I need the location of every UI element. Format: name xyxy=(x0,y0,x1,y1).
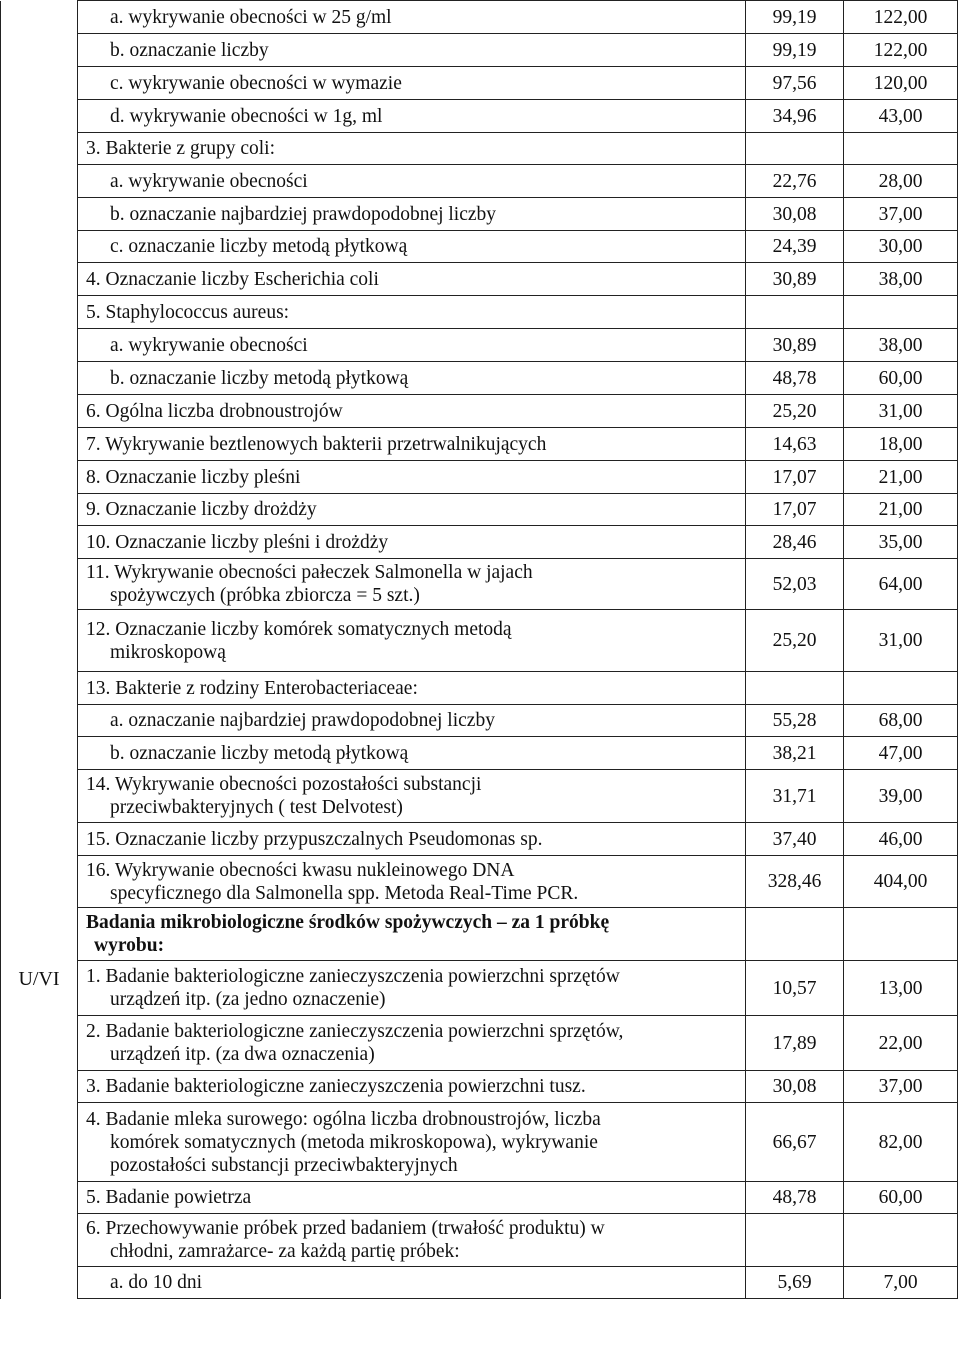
price-gross: 43,00 xyxy=(844,100,958,133)
price-gross: 7,00 xyxy=(844,1267,958,1299)
price-gross: 38,00 xyxy=(844,329,958,362)
price-net: 37,40 xyxy=(746,823,844,856)
price-net xyxy=(746,908,844,961)
price-gross: 35,00 xyxy=(844,526,958,559)
service-description: a. wykrywanie obecności w 25 g/ml xyxy=(78,1,746,34)
table-row xyxy=(1,395,958,428)
table-row xyxy=(1,705,958,737)
price-gross: 64,00 xyxy=(844,559,958,610)
price-net: 48,78 xyxy=(746,362,844,395)
table-row xyxy=(1,428,958,461)
description-line: 12. Oznaczanie liczby komórek somatycznych metodą xyxy=(86,618,512,640)
price-gross xyxy=(844,908,958,961)
table-row xyxy=(1,296,958,329)
table-row xyxy=(1,263,958,296)
price-gross: 22,00 xyxy=(844,1016,958,1071)
table-row xyxy=(1,1071,958,1103)
service-description: 7. Wykrywanie beztlenowych bakterii przetrwalnikujących xyxy=(78,428,746,461)
price-net xyxy=(746,133,844,165)
service-description: 13. Bakterie z rodziny Enterobacteriaceae: xyxy=(78,672,746,705)
description-line: pozostałości substancji przeciwbakteryjnych xyxy=(110,1154,458,1176)
table-row xyxy=(1,100,958,133)
table-row xyxy=(1,329,958,362)
service-description: 5. Staphylococcus aureus: xyxy=(78,296,746,329)
price-gross: 60,00 xyxy=(844,1182,958,1214)
price-net: 31,71 xyxy=(746,770,844,823)
price-net xyxy=(746,296,844,329)
table-row xyxy=(1,461,958,494)
service-description: 10. Oznaczanie liczby pleśni i drożdży xyxy=(78,526,746,559)
price-net: 17,07 xyxy=(746,494,844,526)
price-net: 38,21 xyxy=(746,737,844,770)
price-gross: 21,00 xyxy=(844,494,958,526)
price-net: 25,20 xyxy=(746,610,844,672)
description-line: specyficznego dla Salmonella spp. Metoda Real-Time PCR. xyxy=(110,882,579,904)
price-net: 328,46 xyxy=(746,856,844,908)
description-line: wyrobu: xyxy=(94,935,165,956)
price-gross: 39,00 xyxy=(844,770,958,823)
description-line: 11. Wykrywanie obecności pałeczek Salmonella w jajach xyxy=(86,562,533,583)
price-gross: 82,00 xyxy=(844,1103,958,1182)
service-description xyxy=(78,1103,746,1182)
table-row xyxy=(1,961,958,1016)
price-net: 30,89 xyxy=(746,263,844,296)
service-description: 6. Ogólna liczba drobnoustrojów xyxy=(78,395,746,428)
service-description: c. oznaczanie liczby metodą płytkową xyxy=(78,231,746,263)
price-net: 99,19 xyxy=(746,34,844,67)
price-net: 24,39 xyxy=(746,231,844,263)
table-row xyxy=(1,67,958,100)
service-description: 3. Badanie bakteriologiczne zanieczyszczenia powierzchni tusz. xyxy=(78,1071,746,1103)
service-description: a. wykrywanie obecności xyxy=(78,165,746,198)
price-net: 28,46 xyxy=(746,526,844,559)
table-row xyxy=(1,231,958,263)
description-line: urządzeń itp. (za jedno oznaczenie) xyxy=(110,989,386,1010)
table-row xyxy=(1,737,958,770)
price-gross: 28,00 xyxy=(844,165,958,198)
service-description: a. do 10 dni xyxy=(78,1267,746,1299)
price-gross: 122,00 xyxy=(844,1,958,34)
price-gross: 37,00 xyxy=(844,198,958,231)
description-line: Badania mikrobiologiczne środków spożywczych – za 1 próbkę xyxy=(86,912,610,933)
table-row xyxy=(1,198,958,231)
price-gross xyxy=(844,133,958,165)
price-gross: 21,00 xyxy=(844,461,958,494)
table-row xyxy=(1,1267,958,1299)
price-gross: 13,00 xyxy=(844,961,958,1016)
price-gross: 46,00 xyxy=(844,823,958,856)
service-description: b. oznaczanie liczby metodą płytkową xyxy=(78,737,746,770)
service-description xyxy=(78,961,746,1016)
price-net: 25,20 xyxy=(746,395,844,428)
service-description: c. wykrywanie obecności w wymazie xyxy=(78,67,746,100)
table-row xyxy=(1,672,958,705)
description-line: 14. Wykrywanie obecności pozostałości substancji xyxy=(86,774,482,795)
price-net: 5,69 xyxy=(746,1267,844,1299)
price-net: 34,96 xyxy=(746,100,844,133)
description-line: 2. Badanie bakteriologiczne zanieczyszczenia powierzchni sprzętów, xyxy=(86,1021,624,1042)
price-net: 17,07 xyxy=(746,461,844,494)
service-description xyxy=(78,856,746,908)
price-net: 97,56 xyxy=(746,67,844,100)
table-row xyxy=(1,526,958,559)
price-gross: 68,00 xyxy=(844,705,958,737)
table-row xyxy=(1,494,958,526)
price-gross: 47,00 xyxy=(844,737,958,770)
price-gross: 31,00 xyxy=(844,610,958,672)
price-net: 17,89 xyxy=(746,1016,844,1071)
price-net: 14,63 xyxy=(746,428,844,461)
description-line: spożywczych (próbka zbiorcza = 5 szt.) xyxy=(110,585,420,606)
price-gross: 120,00 xyxy=(844,67,958,100)
price-gross: 38,00 xyxy=(844,263,958,296)
price-net: 66,67 xyxy=(746,1103,844,1182)
service-description: b. oznaczanie liczby metodą płytkową xyxy=(78,362,746,395)
description-line: chłodni, zamrażarce- za każdą partię próbek: xyxy=(110,1241,460,1262)
table-row xyxy=(1,1182,958,1214)
service-description: 9. Oznaczanie liczby drożdży xyxy=(78,494,746,526)
price-table-body xyxy=(1,1,958,1299)
section-code-cell xyxy=(1,1,78,1299)
price-net: 55,28 xyxy=(746,705,844,737)
service-description: 4. Oznaczanie liczby Escherichia coli xyxy=(78,263,746,296)
service-description: 15. Oznaczanie liczby przypuszczalnych Pseudomonas sp. xyxy=(78,823,746,856)
table-row xyxy=(1,1103,958,1182)
table-row xyxy=(1,133,958,165)
service-description: a. oznaczanie najbardziej prawdopodobnej liczby xyxy=(78,705,746,737)
description-line: mikroskopową xyxy=(110,641,226,663)
table-row xyxy=(1,823,958,856)
table-row xyxy=(1,165,958,198)
service-description xyxy=(78,1016,746,1071)
service-description: b. oznaczanie liczby xyxy=(78,34,746,67)
table-row xyxy=(1,559,958,610)
price-gross xyxy=(844,672,958,705)
service-description xyxy=(78,559,746,610)
price-gross xyxy=(844,1214,958,1267)
table-row xyxy=(1,1214,958,1267)
price-gross: 31,00 xyxy=(844,395,958,428)
price-net: 30,08 xyxy=(746,198,844,231)
description-line: 6. Przechowywanie próbek przed badaniem (trwałość produktu) w xyxy=(86,1218,605,1239)
price-gross: 122,00 xyxy=(844,34,958,67)
price-net: 30,08 xyxy=(746,1071,844,1103)
price-gross: 18,00 xyxy=(844,428,958,461)
price-net: 48,78 xyxy=(746,1182,844,1214)
price-net: 52,03 xyxy=(746,559,844,610)
price-net: 30,89 xyxy=(746,329,844,362)
price-net xyxy=(746,1214,844,1267)
description-line: 1. Badanie bakteriologiczne zanieczyszczenia powierzchni sprzętów xyxy=(86,966,620,987)
service-description xyxy=(78,908,746,961)
price-gross xyxy=(844,296,958,329)
price-net: 22,76 xyxy=(746,165,844,198)
table-row xyxy=(1,1,958,34)
table-row xyxy=(1,610,958,672)
section-code: U/VI xyxy=(18,968,60,990)
price-net xyxy=(746,672,844,705)
description-line: przeciwbakteryjnych ( test Delvotest) xyxy=(110,797,403,818)
price-net: 10,57 xyxy=(746,961,844,1016)
description-line: 16. Wykrywanie obecności kwasu nukleinowego DNA xyxy=(86,859,515,881)
description-line: komórek somatycznych (metoda mikroskopowa), wykrywanie xyxy=(110,1131,598,1153)
table-row xyxy=(1,908,958,961)
service-description: d. wykrywanie obecności w 1g, ml xyxy=(78,100,746,133)
price-gross: 404,00 xyxy=(844,856,958,908)
service-description xyxy=(78,770,746,823)
service-description: 5. Badanie powietrza xyxy=(78,1182,746,1214)
service-description: 8. Oznaczanie liczby pleśni xyxy=(78,461,746,494)
price-net: 99,19 xyxy=(746,1,844,34)
table-row xyxy=(1,1016,958,1071)
service-description: b. oznaczanie najbardziej prawdopodobnej liczby xyxy=(78,198,746,231)
price-gross: 30,00 xyxy=(844,231,958,263)
price-gross: 60,00 xyxy=(844,362,958,395)
service-description: 3. Bakterie z grupy coli: xyxy=(78,133,746,165)
service-description xyxy=(78,610,746,672)
table-row xyxy=(1,856,958,908)
service-description: a. wykrywanie obecności xyxy=(78,329,746,362)
table-row xyxy=(1,34,958,67)
service-description xyxy=(78,1214,746,1267)
description-line: 4. Badanie mleka surowego: ogólna liczba drobnoustrojów, liczba xyxy=(86,1108,601,1130)
table-row xyxy=(1,770,958,823)
description-line: urządzeń itp. (za dwa oznaczenia) xyxy=(110,1044,375,1065)
table-row xyxy=(1,362,958,395)
price-gross: 37,00 xyxy=(844,1071,958,1103)
